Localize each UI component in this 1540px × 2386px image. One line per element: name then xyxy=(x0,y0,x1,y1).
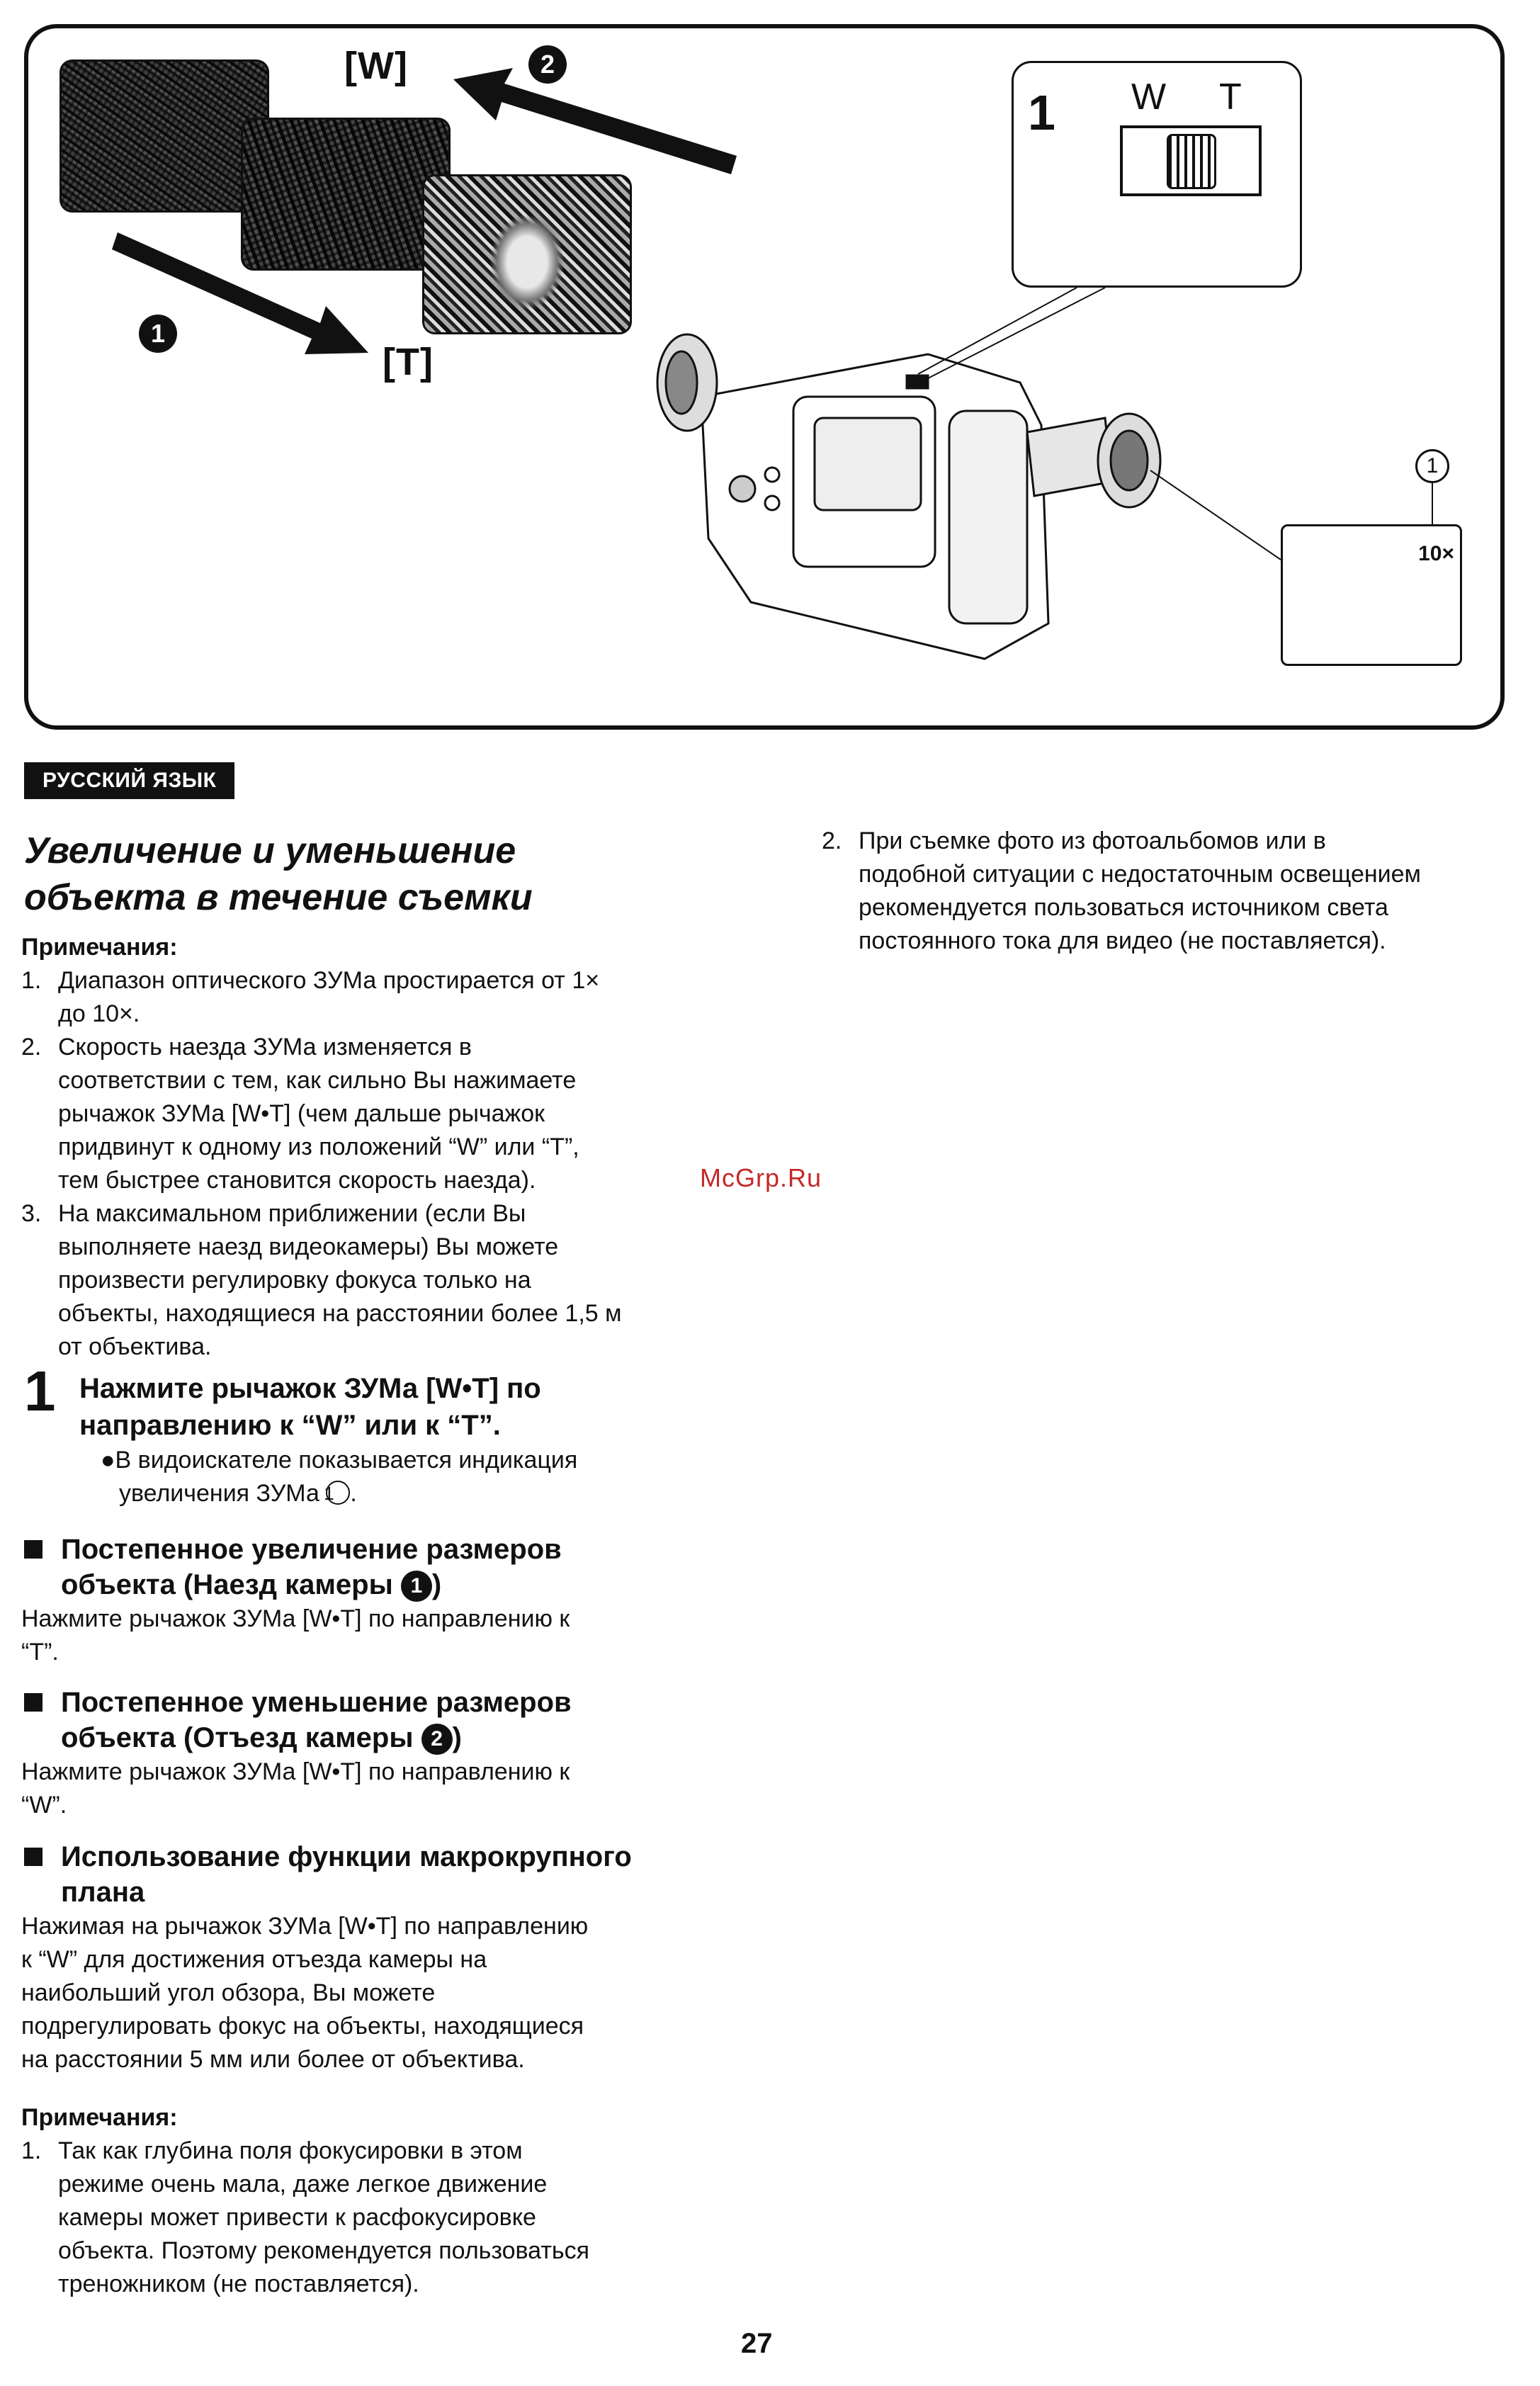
step-number: 1 xyxy=(24,1359,56,1423)
viewfinder-leader xyxy=(1150,470,1281,560)
list-item-text: объекта. Поэтому рекомендуется пользоваться xyxy=(58,2237,590,2264)
lever-step-number: 1 xyxy=(1028,85,1055,140)
heading-line: плана xyxy=(61,1877,145,1908)
list-item xyxy=(21,964,708,1031)
list-item-text: соответствии с тем, как сильно Вы нажимаете xyxy=(58,1067,577,1094)
list-item-text: При съемке фото из фотоальбомов или в xyxy=(859,827,1326,854)
step-bullet-end: . xyxy=(350,1480,357,1507)
camcorder-drawing xyxy=(657,334,1160,659)
right-notes-block xyxy=(822,825,1509,958)
zoom-in-heading xyxy=(21,1532,708,1602)
step-instruction-line: направлению к “W” или к “T”. xyxy=(79,1410,501,1441)
lever-leader-2 xyxy=(928,288,1105,378)
zoom-lever-knob xyxy=(1167,134,1216,189)
list-item xyxy=(21,1031,708,1197)
list-item-text: камеры может привести к расфокусировке xyxy=(58,2204,536,2231)
body-line: к “W” для достижения отъезда камеры на xyxy=(21,1946,487,1973)
step-instruction-line: Нажмите рычажок ЗУМа [W•T] по xyxy=(79,1373,541,1404)
list-item-text: Скорость наезда ЗУМа изменяется в xyxy=(58,1034,472,1061)
list-item-text: объекты, находящиеся на расстоянии более 1,5 м xyxy=(58,1300,622,1327)
step-bullet-text: увеличения ЗУМа xyxy=(119,1480,319,1507)
notes-list xyxy=(21,2135,708,2301)
body-line: Нажимая на рычажок ЗУМа [W•T] по направлению xyxy=(21,1913,589,1940)
list-item-text: подобной ситуации с недостаточным освещением xyxy=(859,861,1421,888)
list-item-text: Диапазон оптического ЗУМа простирается от 1× xyxy=(58,967,600,994)
heading-line: объекта (Отъезд камеры xyxy=(61,1722,414,1753)
heading-line: Использование функции макрокрупного xyxy=(61,1841,632,1872)
notes-list xyxy=(822,825,1509,958)
zoom-out-ref-badge: 2 xyxy=(421,1724,453,1755)
zoom-in-badge: 1 xyxy=(139,315,177,353)
zoom-lever-slot xyxy=(1120,125,1262,196)
body-line: Нажмите рычажок ЗУМа [W•T] по направлению к xyxy=(21,1758,570,1785)
zoom-in-section xyxy=(21,1532,708,1669)
body-line: “T”. xyxy=(21,1639,59,1666)
notes-list xyxy=(21,964,708,1364)
heading-close: ) xyxy=(431,1569,442,1600)
square-bullet-icon xyxy=(24,1693,43,1712)
watermark: McGrp.Ru xyxy=(700,1163,822,1192)
zoom-lever-callout xyxy=(1012,61,1302,288)
zoom-in-body xyxy=(21,1602,708,1669)
ref-circle-1: 1 xyxy=(326,1481,350,1505)
list-item-text: произвести регулировку фокуса только на xyxy=(58,1267,531,1294)
list-item-text: постоянного тока для видео (не поставляется). xyxy=(859,927,1386,954)
title-line-2: объекта в течение съемки xyxy=(24,877,533,918)
body-line: наибольший угол обзора, Вы можете xyxy=(21,1979,436,2006)
viewfinder-ref-circle: 1 xyxy=(1415,449,1449,483)
page-number: 27 xyxy=(741,2328,773,2359)
page-title xyxy=(24,827,718,921)
list-item-text: треножником (не поставляется). xyxy=(58,2271,419,2297)
zoom-in-ref-badge: 1 xyxy=(401,1571,432,1602)
list-item xyxy=(822,825,1509,958)
body-line: подрегулировать фокус на объекты, находящиеся xyxy=(21,2013,584,2040)
list-item-text: На максимальном приближении (если Вы xyxy=(58,1200,526,1227)
zoom-out-heading xyxy=(21,1685,708,1755)
list-item xyxy=(21,1197,708,1364)
body-line: Нажмите рычажок ЗУМа [W•T] по направлению к xyxy=(21,1605,570,1632)
list-item-text: рычажок ЗУМа [W•T] (чем дальше рычажок xyxy=(58,1100,545,1127)
heading-line: Постепенное увеличение размеров xyxy=(61,1534,562,1565)
body-line: на расстоянии 5 мм или более от объектива. xyxy=(21,2046,525,2073)
list-item-text: рекомендуется пользоваться источником света xyxy=(859,894,1388,921)
zoom-out-arrow xyxy=(453,68,737,174)
step-bullet xyxy=(101,1444,715,1510)
zoom-out-section xyxy=(21,1685,708,1822)
list-item-number: 3. xyxy=(21,1200,42,1227)
notes-block-1 xyxy=(21,931,708,1364)
wide-label: [W] xyxy=(344,45,408,87)
viewfinder-display xyxy=(1281,524,1462,666)
list-item-number: 2. xyxy=(822,827,842,854)
lever-leader-1 xyxy=(918,288,1077,374)
zoom-magnification-readout: 10× xyxy=(1418,542,1454,565)
square-bullet-icon xyxy=(24,1540,43,1559)
list-item-text: до 10×. xyxy=(58,1000,140,1027)
tele-label: [T] xyxy=(383,341,434,383)
step-instruction xyxy=(79,1370,715,1444)
list-item-number: 1. xyxy=(21,967,42,994)
list-item-text: режиме очень мала, даже легкое движение xyxy=(58,2171,548,2198)
list-item xyxy=(21,2135,708,2301)
list-item-text: тем быстрее становится скорость наезда). xyxy=(58,1167,536,1194)
list-item-number: 1. xyxy=(21,2137,42,2164)
list-item-text: от объектива. xyxy=(58,1333,212,1360)
list-item-text: придвинут к одному из положений “W” или “T”, xyxy=(58,1133,579,1160)
lever-w-label: W xyxy=(1131,77,1167,118)
notes-heading: Примечания: xyxy=(21,2104,178,2131)
macro-body xyxy=(21,1910,708,2076)
lever-t-label: T xyxy=(1219,77,1242,118)
heading-line: Постепенное уменьшение размеров xyxy=(61,1687,572,1718)
list-item-text: выполняете наезд видеокамеры) Вы можете xyxy=(58,1233,559,1260)
body-line: “W”. xyxy=(21,1792,67,1819)
step-1 xyxy=(21,1359,715,1510)
zoom-out-badge: 2 xyxy=(528,45,567,84)
list-item-text: Так как глубина поля фокусировки в этом xyxy=(58,2137,523,2164)
macro-section xyxy=(21,1839,708,2076)
step-bullet-text: ●В видоискателе показывается индикация xyxy=(101,1447,578,1474)
title-line-1: Увеличение и уменьшение xyxy=(24,830,516,871)
list-item-number: 2. xyxy=(21,1034,42,1061)
heading-line: объекта (Наезд камеры xyxy=(61,1569,393,1600)
heading-close: ) xyxy=(452,1722,462,1753)
macro-heading xyxy=(21,1839,708,1910)
notes-heading: Примечания: xyxy=(21,934,178,961)
notes-block-2 xyxy=(21,2101,708,2301)
square-bullet-icon xyxy=(24,1848,43,1866)
language-section-label: РУССКИЙ ЯЗЫК xyxy=(24,762,234,799)
zoom-out-body xyxy=(21,1755,708,1822)
